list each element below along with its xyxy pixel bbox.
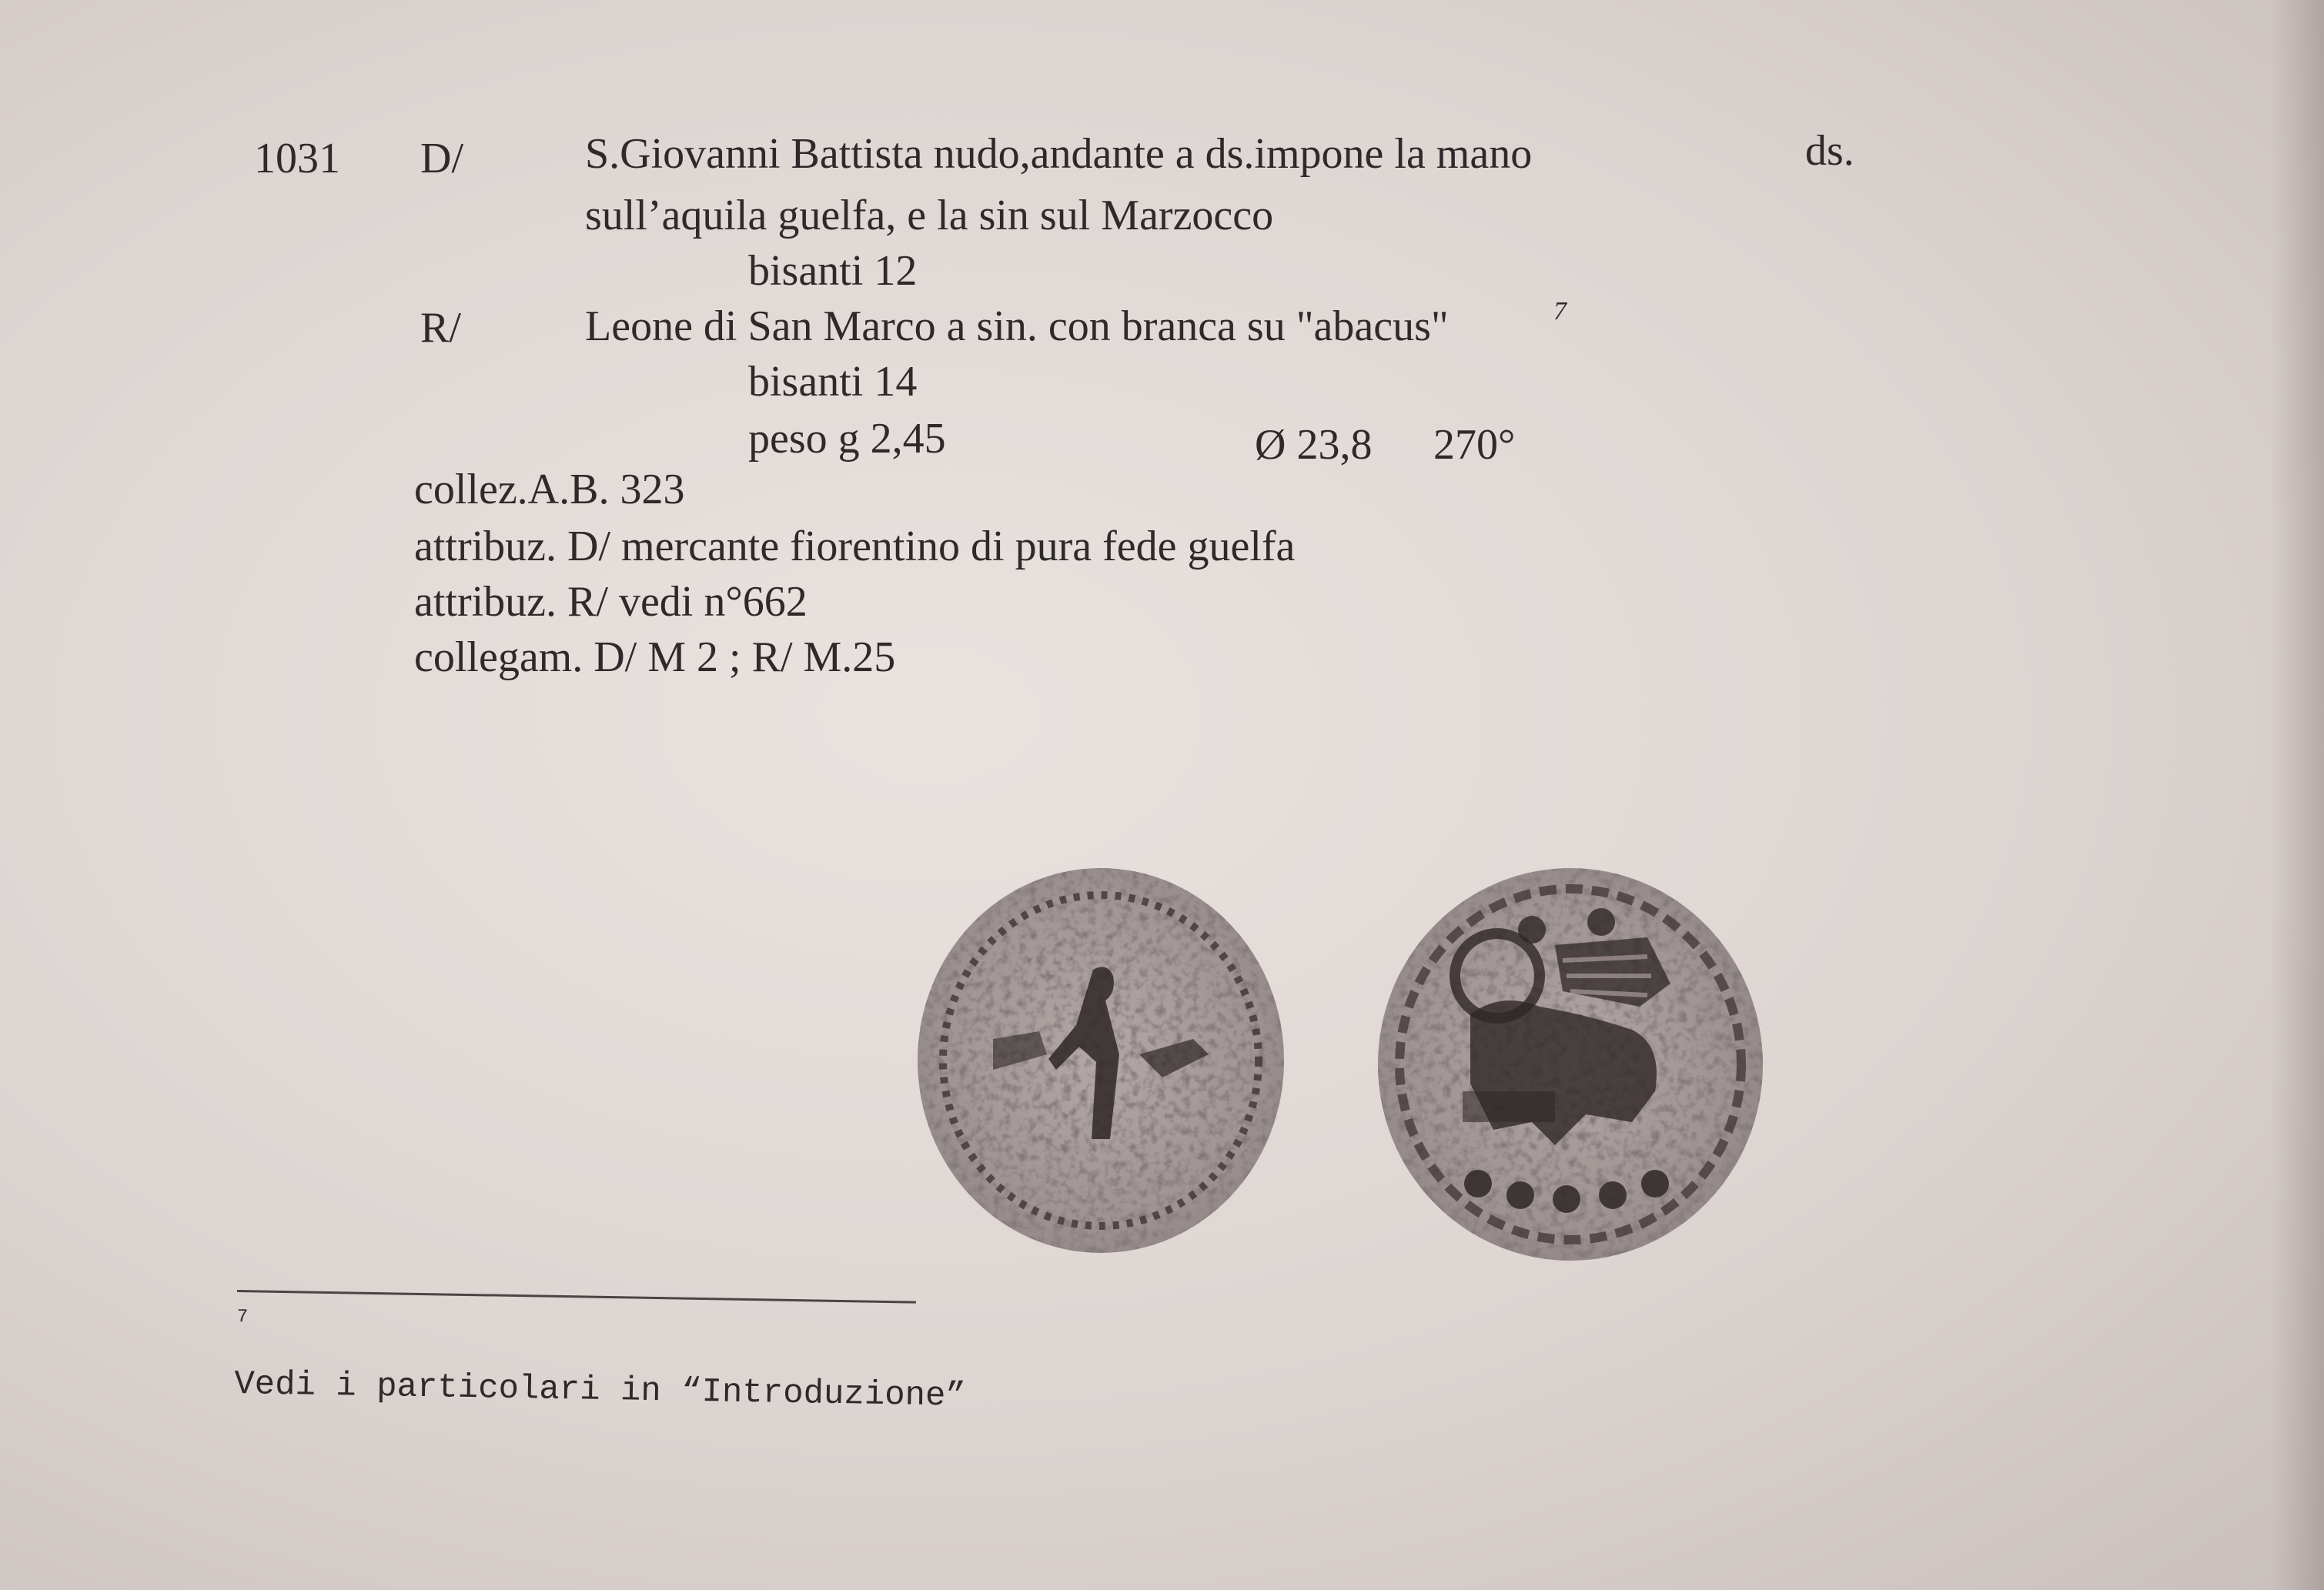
die-links: collegam. D/ M 2 ; R/ M.25 bbox=[414, 633, 896, 681]
attribution-obverse: attribuz. D/ mercante fiorentino di pura fede guelfa bbox=[414, 523, 1296, 570]
die-axis: 270° bbox=[1433, 421, 1516, 469]
diameter: Ø 23,8 bbox=[1255, 421, 1373, 469]
reverse-bisanti: bisanti 14 bbox=[748, 358, 918, 406]
obverse-description-line1: S.Giovanni Battista nudo,andante a ds.impone la mano bbox=[585, 130, 1533, 178]
footnote-number: 7 bbox=[236, 1307, 249, 1328]
footnote-text: Vedi i particolari in “Introduzione” bbox=[233, 1365, 967, 1416]
obverse-label: D/ bbox=[420, 135, 463, 182]
reverse-label: R/ bbox=[420, 304, 461, 352]
entry-number: 1031 bbox=[254, 135, 340, 182]
footnote-reference: 7 bbox=[1553, 297, 1567, 326]
obverse-description-line2: sull’aquila guelfa, e la sin sul Marzocco bbox=[585, 192, 1274, 239]
collection-note: collez.A.B. 323 bbox=[414, 466, 685, 513]
obverse-direction: ds. bbox=[1805, 127, 1854, 175]
attribution-reverse: attribuz. R/ vedi n°662 bbox=[414, 578, 808, 626]
obverse-bisanti: bisanti 12 bbox=[748, 247, 918, 295]
coin-reverse-image bbox=[1370, 860, 1771, 1268]
weight: peso g 2,45 bbox=[748, 415, 946, 463]
footnote-rule bbox=[237, 1290, 916, 1304]
reverse-description: Leone di San Marco a sin. con branca su "abacus" bbox=[585, 302, 1449, 350]
coin-obverse-image bbox=[908, 862, 1293, 1262]
page-edge-shadow bbox=[2270, 0, 2324, 1590]
